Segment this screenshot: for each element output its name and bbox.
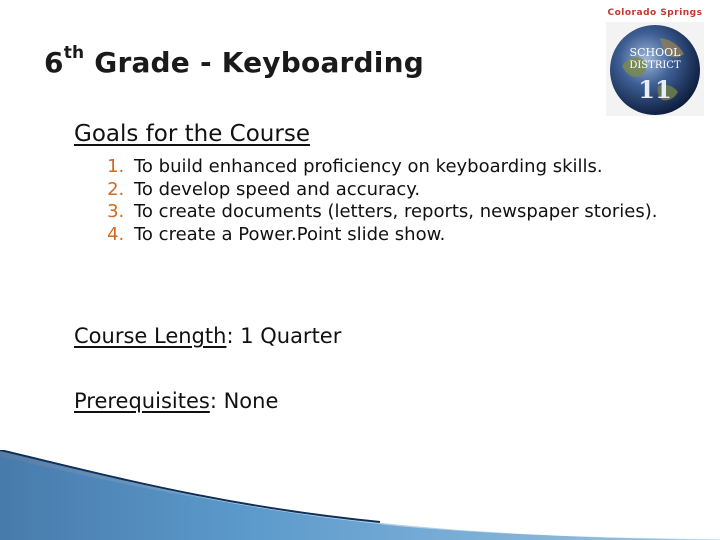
title-text: Grade - Keyboarding (84, 46, 424, 79)
goal-item: 2. To develop speed and accuracy. (130, 179, 720, 202)
slide-title (44, 42, 424, 79)
logo-number: 11 (638, 75, 672, 104)
logo-line2: DISTRICT (629, 60, 681, 71)
course-length (74, 324, 341, 348)
goals-heading: Goals for the Course (74, 121, 310, 147)
logo-top-text: Colorado Springs (607, 8, 703, 18)
prerequisites-value: : None (209, 389, 279, 413)
course-length-value: : 1 Quarter (226, 324, 342, 348)
goal-item: 4. To create a Power.Point slide show. (130, 224, 720, 247)
prerequisites (74, 389, 278, 413)
course-length-label: Course Length (74, 324, 227, 348)
goal-item: 3. To create documents (letters, reports, newspaper stories). (130, 201, 720, 224)
school-district-logo (600, 8, 710, 116)
globe-icon (600, 8, 710, 116)
goals-list (88, 156, 720, 246)
logo-line1: SCHOOL (629, 46, 681, 59)
decorative-wave (0, 450, 720, 540)
title-number: 6 (44, 46, 64, 79)
title-superscript: th (63, 42, 85, 63)
goal-item: 1. To build enhanced proficiency on keyboarding skills. (130, 156, 720, 179)
prerequisites-label: Prerequisites (74, 389, 210, 413)
